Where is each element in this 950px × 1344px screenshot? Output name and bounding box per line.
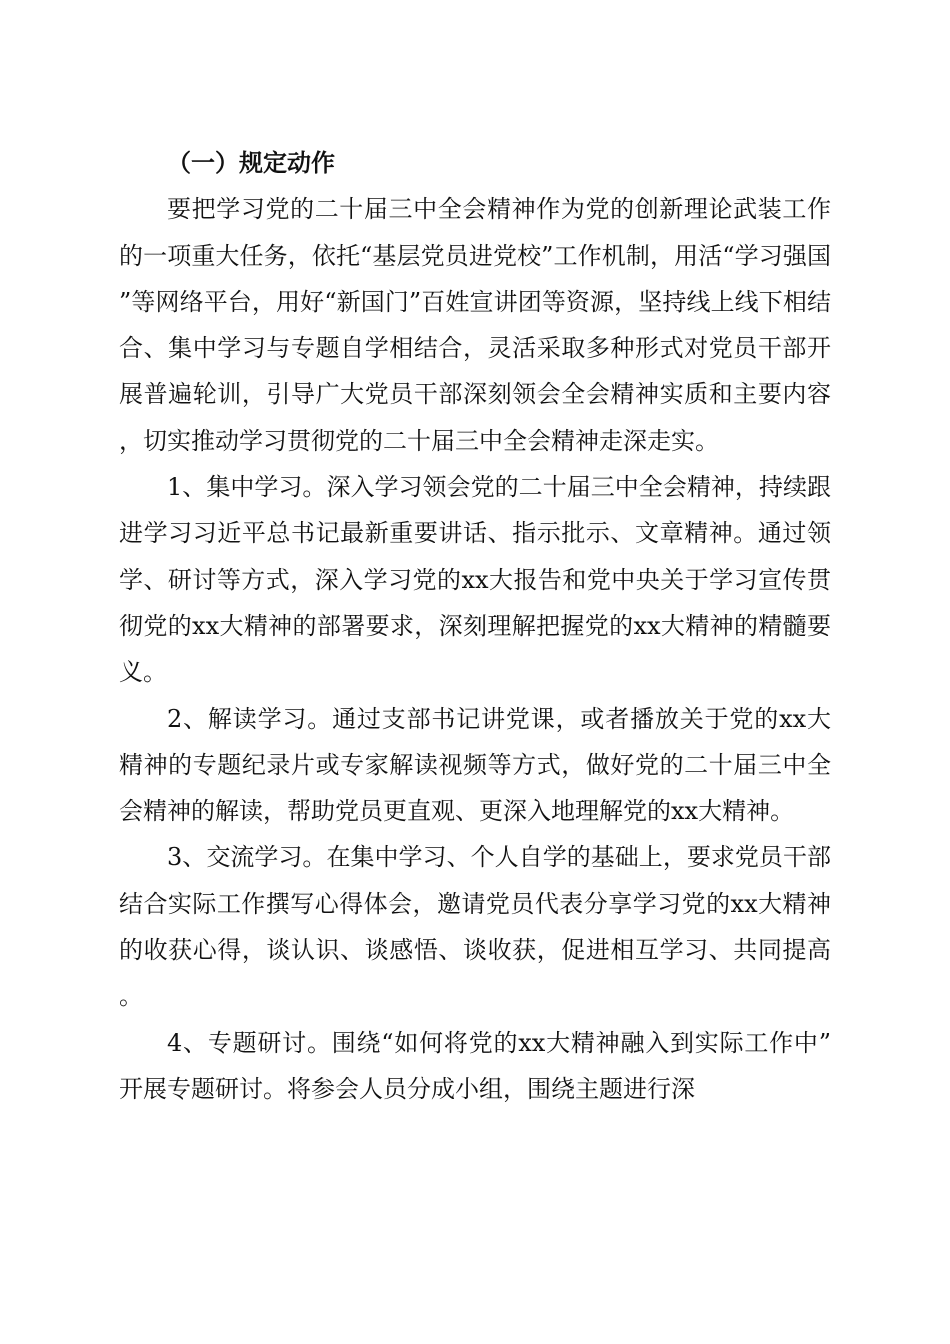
paragraph-intro: 要把学习党的二十届三中全会精神作为党的创新理论武装工作的一项重大任务，依托“基层党员进党校”工作机制，用活“学习强国”等网络平台，用好“新国门”百姓宣讲团等资源，坚持线上线下相结合、集中学习与专题自学相结合，灵活采取多种形式对党员干部开展普遍轮训，引导广大党员干部深刻领会全会精神实质和主要内容，切实推动学习贯彻党的二十届三中全会精神走深走实。 — [119, 195, 831, 455]
paragraph-item-2: 2、解读学习。通过支部书记讲党课，或者播放关于党的xx大精神的专题纪录片或专家解读视频等方式，做好党的二十届三中全会精神的解读，帮助党员更直观、更深入地理解党的xx大精神。 — [119, 704, 831, 826]
paragraph-item-4: 4、专题研讨。围绕“如何将党的xx大精神融入到实际工作中”开展专题研讨。将参会人员分成小组，围绕主题进行深 — [119, 1028, 831, 1103]
section-heading: （一）规定动作 — [167, 148, 335, 177]
paragraph-item-3: 3、交流学习。在集中学习、个人自学的基础上，要求党员干部结合实际工作撰写心得体会，邀请党员代表分享学习党的xx大精神的收获心得，谈认识、谈感悟、谈收获，促进相互学习、共同提高。 — [119, 843, 831, 1011]
paragraph-item-1: 1、集中学习。深入学习领会党的二十届三中全会精神，持续跟进学习习近平总书记最新重要讲话、指示批示、文章精神。通过领学、研讨等方式，深入学习党的xx大报告和党中央关于学习宣传贯彻党的xx大精神的部署要求，深刻理解把握党的xx大精神的精髓要义。 — [119, 473, 831, 687]
document-body — [119, 140, 831, 1112]
